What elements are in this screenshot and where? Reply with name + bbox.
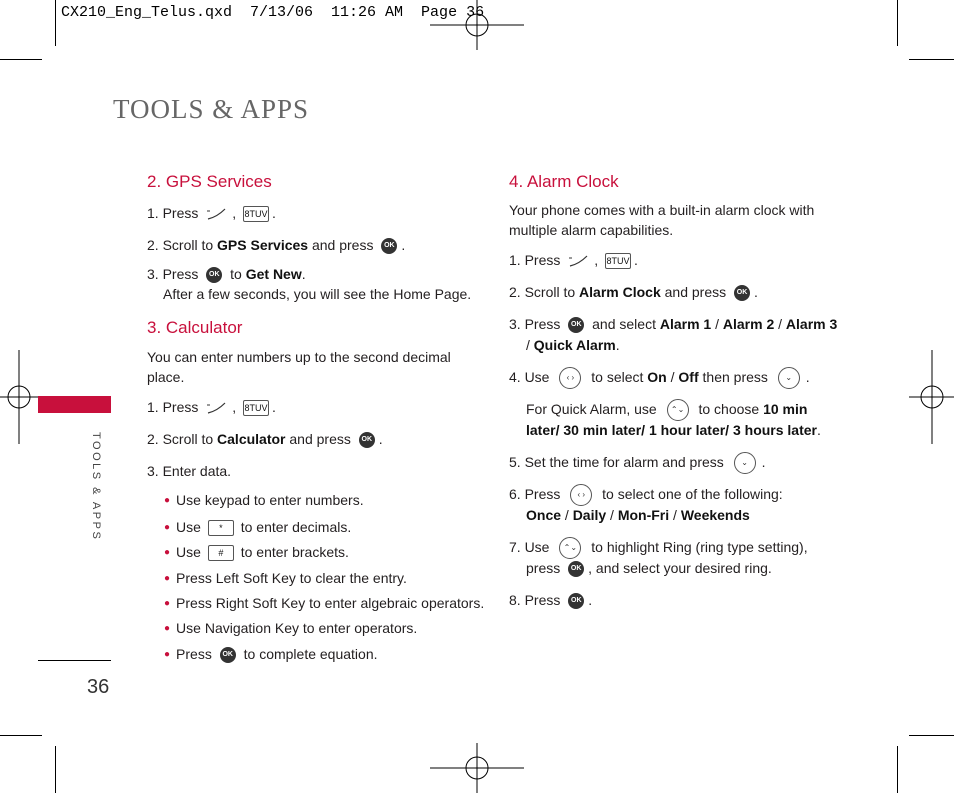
- nav-down-icon: ⌄: [778, 367, 800, 389]
- gps-heading: 2. GPS Services: [147, 172, 272, 191]
- alarm-step-7: 7. Use ⌃⌄ to highlight Ring (ring type setting),: [509, 537, 808, 559]
- crop-mark: [909, 735, 954, 736]
- send-key-icon: [205, 207, 229, 221]
- alarm-step-5: 5. Set the time for alarm and press ⌄ .: [509, 452, 766, 474]
- gps-step-1: 1. Press , 8TUV .: [147, 205, 276, 221]
- ok-key-icon: OK: [206, 267, 222, 283]
- calculator-bullet-2: ● Use * to enter decimals.: [164, 519, 352, 535]
- calculator-bullet-4: ● Press Left Soft Key to clear the entry.: [164, 570, 407, 586]
- crop-mark: [0, 59, 42, 60]
- alarm-step-4-options: later/ 30 min later/ 1 hour later/ 3 hours later.: [526, 422, 821, 438]
- alarm-intro-2: multiple alarm capabilities.: [509, 222, 674, 238]
- alarm-intro-1: Your phone comes with a built-in alarm clock with: [509, 202, 815, 218]
- send-key-icon: [567, 254, 591, 268]
- send-key-icon: [205, 401, 229, 415]
- calculator-bullet-1: ● Use keypad to enter numbers.: [164, 492, 364, 508]
- alarm-step-4: 4. Use ‹ › to select On / Off then press ⌄ .: [509, 367, 810, 389]
- star-key-icon: *: [208, 520, 234, 536]
- gps-step-2: 2. Scroll to GPS Services and press OK .: [147, 237, 406, 253]
- alarm-step-7-cont: press OK , and select your desired ring.: [526, 560, 772, 576]
- ok-key-icon: OK: [568, 317, 584, 333]
- alarm-step-1: 1. Press , 8TUV .: [509, 252, 638, 268]
- crop-mark: [897, 746, 898, 793]
- calculator-bullet-5: ● Press Right Soft Key to enter algebraic operators.: [164, 595, 485, 611]
- calculator-intro-1: You can enter numbers up to the second decimal: [147, 349, 451, 365]
- alarm-step-6-options: Once / Daily / Mon-Fri / Weekends: [526, 507, 750, 523]
- nav-up-down-icon: ⌃⌄: [667, 399, 689, 421]
- page-number: 36: [87, 676, 110, 698]
- calculator-bullet-6: ● Use Navigation Key to enter operators.: [164, 620, 418, 636]
- registration-mark-right: [909, 350, 954, 444]
- alarm-step-3: 3. Press OK and select Alarm 1 / Alarm 2 / Alarm 3: [509, 316, 838, 332]
- side-tab-label: TOOLS & APPS: [90, 432, 102, 542]
- registration-mark-left: [0, 350, 42, 444]
- nav-up-down-icon: ⌃⌄: [559, 537, 581, 559]
- crop-mark: [0, 735, 42, 736]
- nav-down-icon: ⌄: [734, 452, 756, 474]
- calculator-bullet-7: ● Press OK to complete equation.: [164, 646, 378, 662]
- hash-key-icon: #: [208, 545, 234, 561]
- calculator-step-2: 2. Scroll to Calculator and press OK .: [147, 431, 383, 447]
- side-tab-marker: [38, 396, 111, 413]
- crop-mark: [909, 59, 954, 60]
- alarm-heading: 4. Alarm Clock: [509, 172, 619, 191]
- alarm-step-3-cont: / Quick Alarm.: [526, 337, 620, 353]
- page-title: TOOLS & APPS: [113, 94, 310, 124]
- crop-mark: [55, 0, 56, 46]
- alarm-step-8: 8. Press OK .: [509, 592, 593, 608]
- alarm-step-2: 2. Scroll to Alarm Clock and press OK .: [509, 284, 758, 300]
- ok-key-icon: OK: [220, 647, 236, 663]
- calculator-intro-2: place.: [147, 369, 185, 385]
- calculator-heading: 3. Calculator: [147, 318, 243, 337]
- gps-step-3: 3. Press OK to Get New.: [147, 266, 306, 282]
- nav-left-right-icon: ‹ ›: [570, 484, 592, 506]
- print-slug: CX210_Eng_Telus.qxd 7/13/06 11:26 AM Page 36: [61, 4, 485, 21]
- calculator-step-1: 1. Press , 8TUV .: [147, 399, 276, 415]
- ok-key-icon: OK: [568, 593, 584, 609]
- key-8-icon: 8TUV: [243, 206, 269, 222]
- key-8-icon: 8TUV: [605, 253, 631, 269]
- ok-key-icon: OK: [568, 561, 584, 577]
- key-8-icon: 8TUV: [243, 400, 269, 416]
- gps-step-3-note: After a few seconds, you will see the Home Page.: [163, 286, 472, 302]
- ok-key-icon: OK: [359, 432, 375, 448]
- alarm-step-4-quick: For Quick Alarm, use ⌃⌄ to choose 10 min: [526, 399, 807, 421]
- footer-rule: [38, 660, 111, 661]
- crop-mark: [55, 746, 56, 793]
- alarm-step-6: 6. Press ‹ › to select one of the following:: [509, 484, 783, 506]
- crop-mark: [897, 0, 898, 46]
- nav-left-right-icon: ‹ ›: [559, 367, 581, 389]
- calculator-bullet-3: ● Use # to enter brackets.: [164, 544, 349, 560]
- ok-key-icon: OK: [381, 238, 397, 254]
- ok-key-icon: OK: [734, 285, 750, 301]
- registration-mark-bottom: [430, 743, 524, 793]
- calculator-step-3: 3. Enter data.: [147, 463, 232, 479]
